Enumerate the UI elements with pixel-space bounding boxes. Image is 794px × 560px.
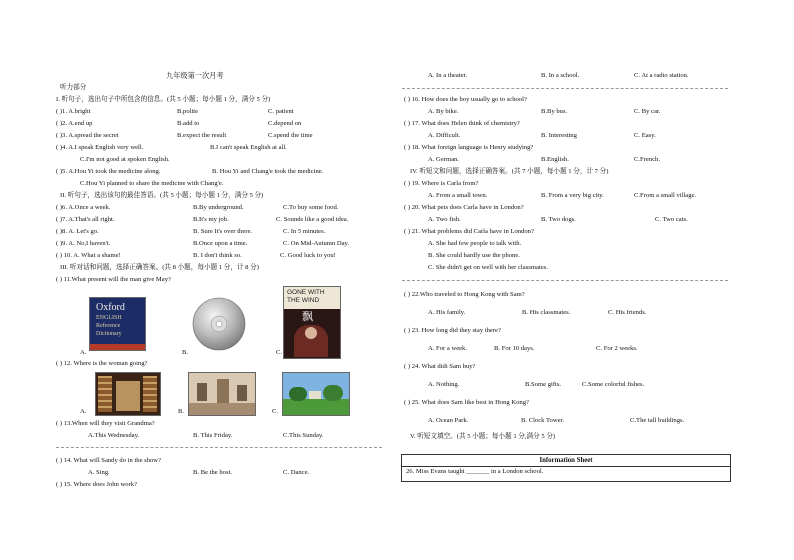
q11-label-a: A. <box>80 349 87 356</box>
q21-option-b: B. She could hardly use the phone. <box>428 252 520 259</box>
q12-question: ( ) 12. Where is the woman going? <box>56 360 148 367</box>
cd-disc-image <box>192 297 246 351</box>
museum-image <box>188 372 256 416</box>
q7-option-a: ( )7. A.That's all right. <box>56 216 115 223</box>
park-image <box>282 372 350 416</box>
q9-option-a: ( )9. A. No,I haven't. <box>56 240 111 247</box>
q20-option-c: C. Two cats. <box>655 216 688 223</box>
q14-option-a: A. Sing. <box>88 469 110 476</box>
q24-question: ( ) 24. What didi Sam buy? <box>404 363 476 370</box>
part2-header: II. 听句子，选出该句的最佳答语。(共 5 小题；每小题 1 分，满分 5 分) <box>60 192 264 199</box>
q17-option-c: C. Easy. <box>634 132 656 139</box>
q1-option-c: C. patient <box>268 108 294 115</box>
q5-option-a: ( )5. A.Hou Yi took the medicine along. <box>56 168 161 175</box>
section-divider <box>402 280 728 281</box>
q25-question: ( ) 25. What does Sam like best in Hong Kong? <box>404 399 529 406</box>
q12-label-a: A. <box>80 408 87 415</box>
q23-question: ( ) 23. How long did they stay there? <box>404 327 501 334</box>
q7-option-b: B.It's my job. <box>193 216 229 223</box>
novel-title-chinese: 飘 <box>302 310 313 323</box>
part4-header: IV. 听短文和问题，选择正确答案。(共 7 小题，每小题 1 分，计 7 分) <box>410 168 609 175</box>
q13-option-b: B. This Friday. <box>193 432 233 439</box>
q19-option-b: B. From a very big city. <box>541 192 604 199</box>
q15-option-c: C. At a radio station. <box>634 72 689 79</box>
q20-option-a: A. Two fish. <box>428 216 461 223</box>
information-sheet-title: Information Sheet <box>402 455 730 467</box>
q15-question: ( ) 15. Where does John work? <box>56 481 137 488</box>
q21-question: ( ) 21. What problems did Carla have in London? <box>404 228 534 235</box>
q13-question: ( ) 13.When will they visit Grandma? <box>56 420 155 427</box>
q7-option-c: C. Sounds like a good idea. <box>276 216 349 223</box>
q18-question: ( ) 18. What foreign language is Henry studying? <box>404 144 534 151</box>
information-sheet-table <box>401 454 731 482</box>
q5-option-b: B. Hou Yi and Chang'e took the medicine. <box>212 168 324 175</box>
q12-label-b: B. <box>178 408 185 415</box>
q3-option-a: ( )3. A.spread the secret <box>56 132 119 139</box>
book-title-english: ENGLISH <box>96 315 122 321</box>
q8-option-b: B. Sure It's over there. <box>193 228 253 235</box>
q1-option-b: B.polite <box>177 108 199 115</box>
q13-option-c: C.This Sunday. <box>283 432 324 439</box>
q6-option-c: C.To buy some food. <box>283 204 339 211</box>
q25-option-c: C.The tall buildings. <box>630 417 685 424</box>
section-divider <box>56 447 382 448</box>
document-title: 九年级第一次月考 <box>166 72 224 80</box>
q22-option-c: C. His friends. <box>608 309 647 316</box>
library-image <box>95 372 161 416</box>
q15-option-b: B. In a school. <box>541 72 580 79</box>
q2-option-b: B.add to <box>177 120 200 127</box>
q23-option-b: B. For 10 days. <box>494 345 535 352</box>
q8-option-c: C. In 5 minutes. <box>283 228 326 235</box>
part1-header: I. 听句子，选出句子中所包含的信息。(共 5 小题；每小题 1 分，满分 5 分) <box>56 96 271 103</box>
q21-option-a: A. She had few people to talk with. <box>428 240 522 247</box>
q22-option-a: A. His family. <box>428 309 466 316</box>
q15-option-a: A. In a theater. <box>428 72 467 79</box>
novel-title-line2: THE WIND <box>287 297 320 304</box>
q2-option-c: C.depend on <box>268 120 302 127</box>
q23-option-c: C. For 2 weeks. <box>596 345 638 352</box>
part3-header: III. 听对话和问题，选择正确答案。(共 8 小题，每小题 1 分，计 8 分) <box>60 264 259 271</box>
q18-option-b: B.English. <box>541 156 569 163</box>
q16-question: ( ) 16. How does the boy usually go to school? <box>404 96 527 103</box>
q16-option-a: A. By bike. <box>428 108 459 115</box>
q23-option-a: A. For a week. <box>428 345 468 352</box>
q11-label-c: C. <box>276 349 283 356</box>
q19-option-a: A. From a small town. <box>428 192 488 199</box>
q13-option-a: A.This Wednesday. <box>88 432 140 439</box>
q6-option-b: B.By underground. <box>193 204 244 211</box>
q24-option-c: C.Some colorful fishes. <box>582 381 645 388</box>
novel-book-image <box>283 286 341 359</box>
q9-option-c: C. On Mid-Autumn Day. <box>283 240 350 247</box>
q6-option-a: ( )6. A.Once a week. <box>56 204 111 211</box>
q8-option-a: ( )8. A. Let's go. <box>56 228 99 235</box>
q18-option-c: C.French. <box>634 156 661 163</box>
q14-question: ( ) 14. What will Sandy do in the show? <box>56 457 161 464</box>
q17-option-a: A. Difficult. <box>428 132 461 139</box>
q21-option-c: C. She didn't get on well with her classmates. <box>428 264 548 271</box>
q12-label-c: C. <box>272 408 279 415</box>
book-title-reference: Reference <box>96 323 121 329</box>
q19-option-c: C.From a small village. <box>634 192 697 199</box>
q20-option-b: B. Two dogs. <box>541 216 576 223</box>
book-red-band <box>90 344 145 350</box>
q16-option-b: B.By bus. <box>541 108 568 115</box>
q14-option-b: B. Be the host. <box>193 469 233 476</box>
q3-option-c: C.spend the time <box>268 132 313 139</box>
q20-question: ( ) 20. What pets does Carla have in London? <box>404 204 524 211</box>
q18-option-a: A. German. <box>428 156 459 163</box>
q9-option-b: B.Once upon a time. <box>193 240 248 247</box>
q17-option-b: B. Interesting <box>541 132 577 139</box>
q17-question: ( ) 17. What does Helen think of chemistry? <box>404 120 520 127</box>
q10-option-c: C. Good luck to you! <box>280 252 336 259</box>
q1-option-a: ( )1. A.bright <box>56 108 91 115</box>
section-divider <box>402 88 728 89</box>
q3-option-b: B.expect the result <box>177 132 227 139</box>
novel-title-line1: GONE WITH <box>287 289 325 296</box>
q4-option-b: B.I can't speak English at all. <box>210 144 287 151</box>
q16-option-c: C. By car. <box>634 108 661 115</box>
q11-question: ( ) 11.What present will the man give May? <box>56 276 171 283</box>
q24-option-b: B.Some gifts. <box>525 381 562 388</box>
q14-option-c: C. Dance. <box>283 469 310 476</box>
q5-option-c: C.Hou Yi planned to share the medicine with Chang'e. <box>80 180 224 187</box>
section-listening: 听力部分 <box>60 84 87 91</box>
q22-question: ( ) 22.Who traveled to Hong Kong with Sam? <box>404 291 525 298</box>
q11-label-b: B. <box>182 349 189 356</box>
book-title-dictionary: Dictionary <box>96 331 122 337</box>
q4-option-a: ( )4. A.I speak English very well. <box>56 144 144 151</box>
q2-option-a: ( )2. A.end up <box>56 120 93 127</box>
q10-option-b: B. I don't think so. <box>193 252 242 259</box>
part5-header: V. 听短文填空。(共 5 小题；每小题 1 分,满分 5 分) <box>410 433 556 440</box>
q25-option-b: B. Clock Tower. <box>521 417 565 424</box>
q22-option-b: B. His classmates. <box>522 309 571 316</box>
q25-option-a: A. Ocean Park. <box>428 417 469 424</box>
q10-option-a: ( ) 10. A. What a shame! <box>56 252 121 259</box>
q4-option-c: C.I'm not good at spoken English. <box>80 156 170 163</box>
q24-option-a: A. Nothing. <box>428 381 460 388</box>
book-title-oxford: Oxford <box>96 302 125 313</box>
q19-question: ( ) 19. Where is Carla from? <box>404 180 479 187</box>
information-sheet-row-26: 26. Miss Evans taught _______ in a London school. <box>406 468 544 475</box>
dictionary-book-image <box>89 297 146 351</box>
